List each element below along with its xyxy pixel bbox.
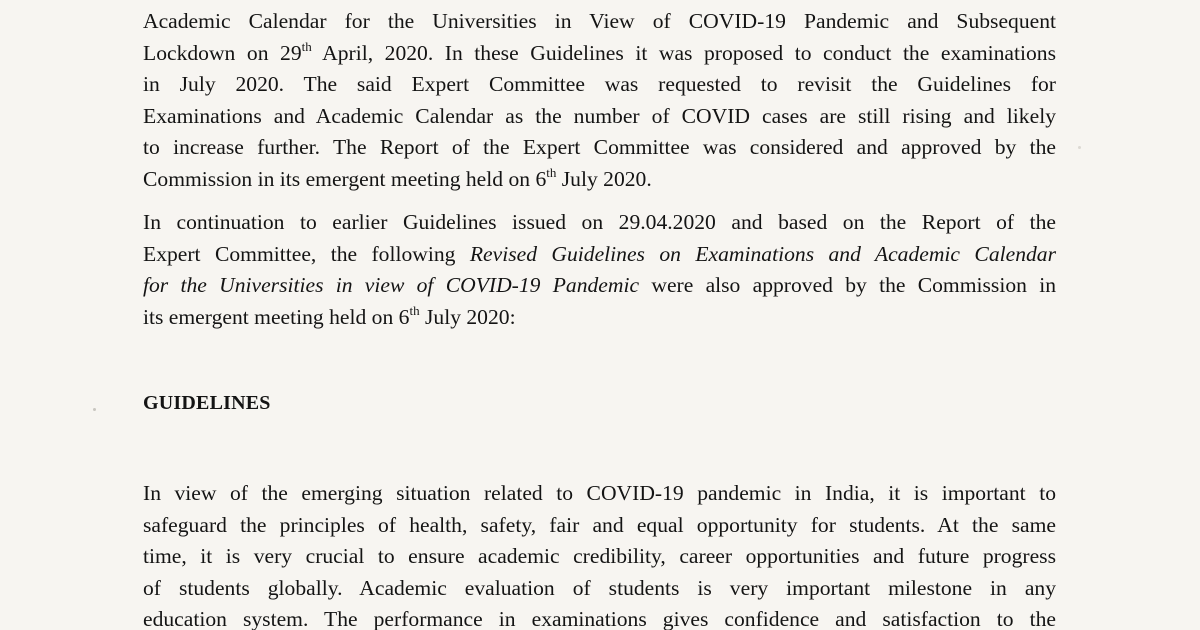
text-run: July 2020: <box>419 304 516 329</box>
paragraph-revisit-guidelines <box>143 6 1056 195</box>
text-line: Academic Calendar for the Universities in View of COVID-19 Pandemic and Subsequent <box>143 9 1056 33</box>
superscript: th <box>301 38 312 54</box>
paragraph-continuation <box>143 207 1056 333</box>
text-run: Lockdown on 29 <box>143 40 302 65</box>
superscript: th <box>409 302 420 318</box>
text-line <box>143 270 1056 302</box>
text-run: were also approved by the Commission in <box>639 273 1056 297</box>
text-line: In continuation to earlier Guidelines issued on 29.04.2020 and based on the Report of the <box>143 210 1056 234</box>
text-line: of students globally. Academic evaluation of students is very important milestone in any <box>143 575 1056 600</box>
scan-speck <box>93 408 96 411</box>
text-line: safeguard the principles of health, safety, fair and equal opportunity for students. At the same <box>143 512 1056 537</box>
text-line <box>143 239 1056 271</box>
italic-title: Revised Guidelines on Examinations and Academic Calendar <box>469 241 1056 266</box>
text-line <box>143 302 1056 334</box>
text-line <box>143 164 1056 196</box>
text-run: Commission in its emergent meeting held on 6 <box>143 166 547 191</box>
text-line <box>143 38 1056 70</box>
scan-speck <box>1078 146 1081 149</box>
text-line: education system. The performance in examinations gives confidence and satisfaction to the <box>143 607 1056 630</box>
text-run: April, 2020. In these Guidelines it was proposed to conduct the examinations <box>311 40 1057 65</box>
text-line: to increase further. The Report of the Expert Committee was considered and approved by the <box>143 135 1056 159</box>
text-run: July 2020. <box>556 166 652 191</box>
superscript: th <box>546 164 557 180</box>
section-heading: GUIDELINES <box>143 392 271 414</box>
text-run: Expert Committee, the following <box>143 241 470 266</box>
text-line: Examinations and Academic Calendar as the number of COVID cases are still rising and likely <box>143 103 1056 128</box>
paragraph-emerging-situation <box>143 478 1056 630</box>
text-line: In view of the emerging situation related to COVID-19 pandemic in India, it is important to <box>143 481 1056 505</box>
text-run: its emergent meeting held on 6 <box>143 304 410 329</box>
text-line: in July 2020. The said Expert Committee was requested to revisit the Guidelines for <box>143 72 1056 96</box>
italic-title: for the Universities in view of COVID-19 Pandemic <box>143 273 640 297</box>
text-line: time, it is very crucial to ensure academic credibility, career opportunities and future progress <box>143 544 1056 568</box>
